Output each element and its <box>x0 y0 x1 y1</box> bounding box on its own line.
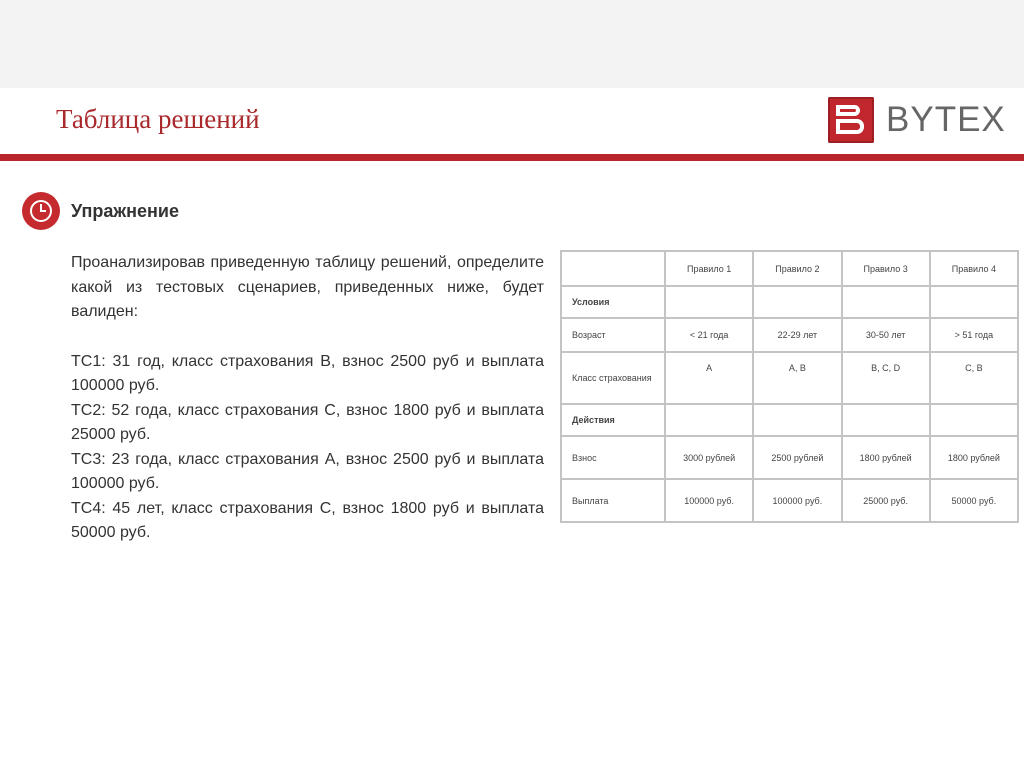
test-case-4: TC4: 45 лет, класс страхования C, взнос 1800 руб и выплата 50000 руб. <box>71 499 544 541</box>
rule-header-2: Правило 2 <box>753 251 841 286</box>
test-case-1: TC1: 31 год, класс страхования B, взнос 2500 руб и выплата 100000 руб. <box>71 352 544 394</box>
table-cell: 1800 рублей <box>930 436 1018 479</box>
table-cell: 50000 руб. <box>930 479 1018 522</box>
fee-row-label: Взнос <box>561 436 665 479</box>
table-cell: 30-50 лет <box>842 318 930 352</box>
exercise-intro: Проанализировав приведенную таблицу решений, определите какой из тестовых сценариев, приведенных ниже, будет валиден: <box>71 254 544 320</box>
exercise-heading: Упражнение <box>71 201 179 221</box>
table-row <box>561 286 1018 318</box>
table-cell: 1800 рублей <box>842 436 930 479</box>
table-row <box>561 318 1018 352</box>
class-row-label: Класс страхования <box>561 352 665 404</box>
payout-row-label: Выплата <box>561 479 665 522</box>
actions-section-label: Действия <box>561 404 665 436</box>
clock-icon <box>22 192 60 230</box>
table-cell: 25000 руб. <box>842 479 930 522</box>
top-band <box>0 0 1024 88</box>
test-case-3: TC3: 23 года, класс страхования A, взнос 2500 руб и выплата 100000 руб. <box>71 450 544 492</box>
conditions-section-label: Условия <box>561 286 665 318</box>
table-row <box>561 251 1018 286</box>
table-cell: 3000 рублей <box>665 436 753 479</box>
table-cell: 100000 руб. <box>753 479 841 522</box>
header-divider <box>0 154 1024 161</box>
table-cell: 100000 руб. <box>665 479 753 522</box>
rule-header-1: Правило 1 <box>665 251 753 286</box>
table-cell: A <box>665 352 753 404</box>
rule-header-4: Правило 4 <box>930 251 1018 286</box>
age-row-label: Возраст <box>561 318 665 352</box>
test-case-2: TC2: 52 года, класс страхования C, взнос 1800 руб и выплата 25000 руб. <box>71 401 544 443</box>
exercise-text <box>71 251 544 546</box>
slide-title: Таблица решений <box>56 104 260 134</box>
table-cell: 2500 рублей <box>753 436 841 479</box>
decision-table <box>560 250 1019 523</box>
table-cell: > 51 года <box>930 318 1018 352</box>
table-cell: C, B <box>930 352 1018 404</box>
table-cell: < 21 года <box>665 318 753 352</box>
table-row <box>561 352 1018 404</box>
bytex-logo-mark <box>828 97 874 143</box>
table-cell: B, C, D <box>842 352 930 404</box>
table-corner-cell <box>561 251 665 286</box>
table-row <box>561 436 1018 479</box>
rule-header-3: Правило 3 <box>842 251 930 286</box>
table-row <box>561 479 1018 522</box>
table-cell: A, B <box>753 352 841 404</box>
table-row <box>561 404 1018 436</box>
table-cell: 22-29 лет <box>753 318 841 352</box>
bytex-logo <box>828 96 1006 144</box>
bytex-logo-text: BYTEX <box>886 100 1006 139</box>
